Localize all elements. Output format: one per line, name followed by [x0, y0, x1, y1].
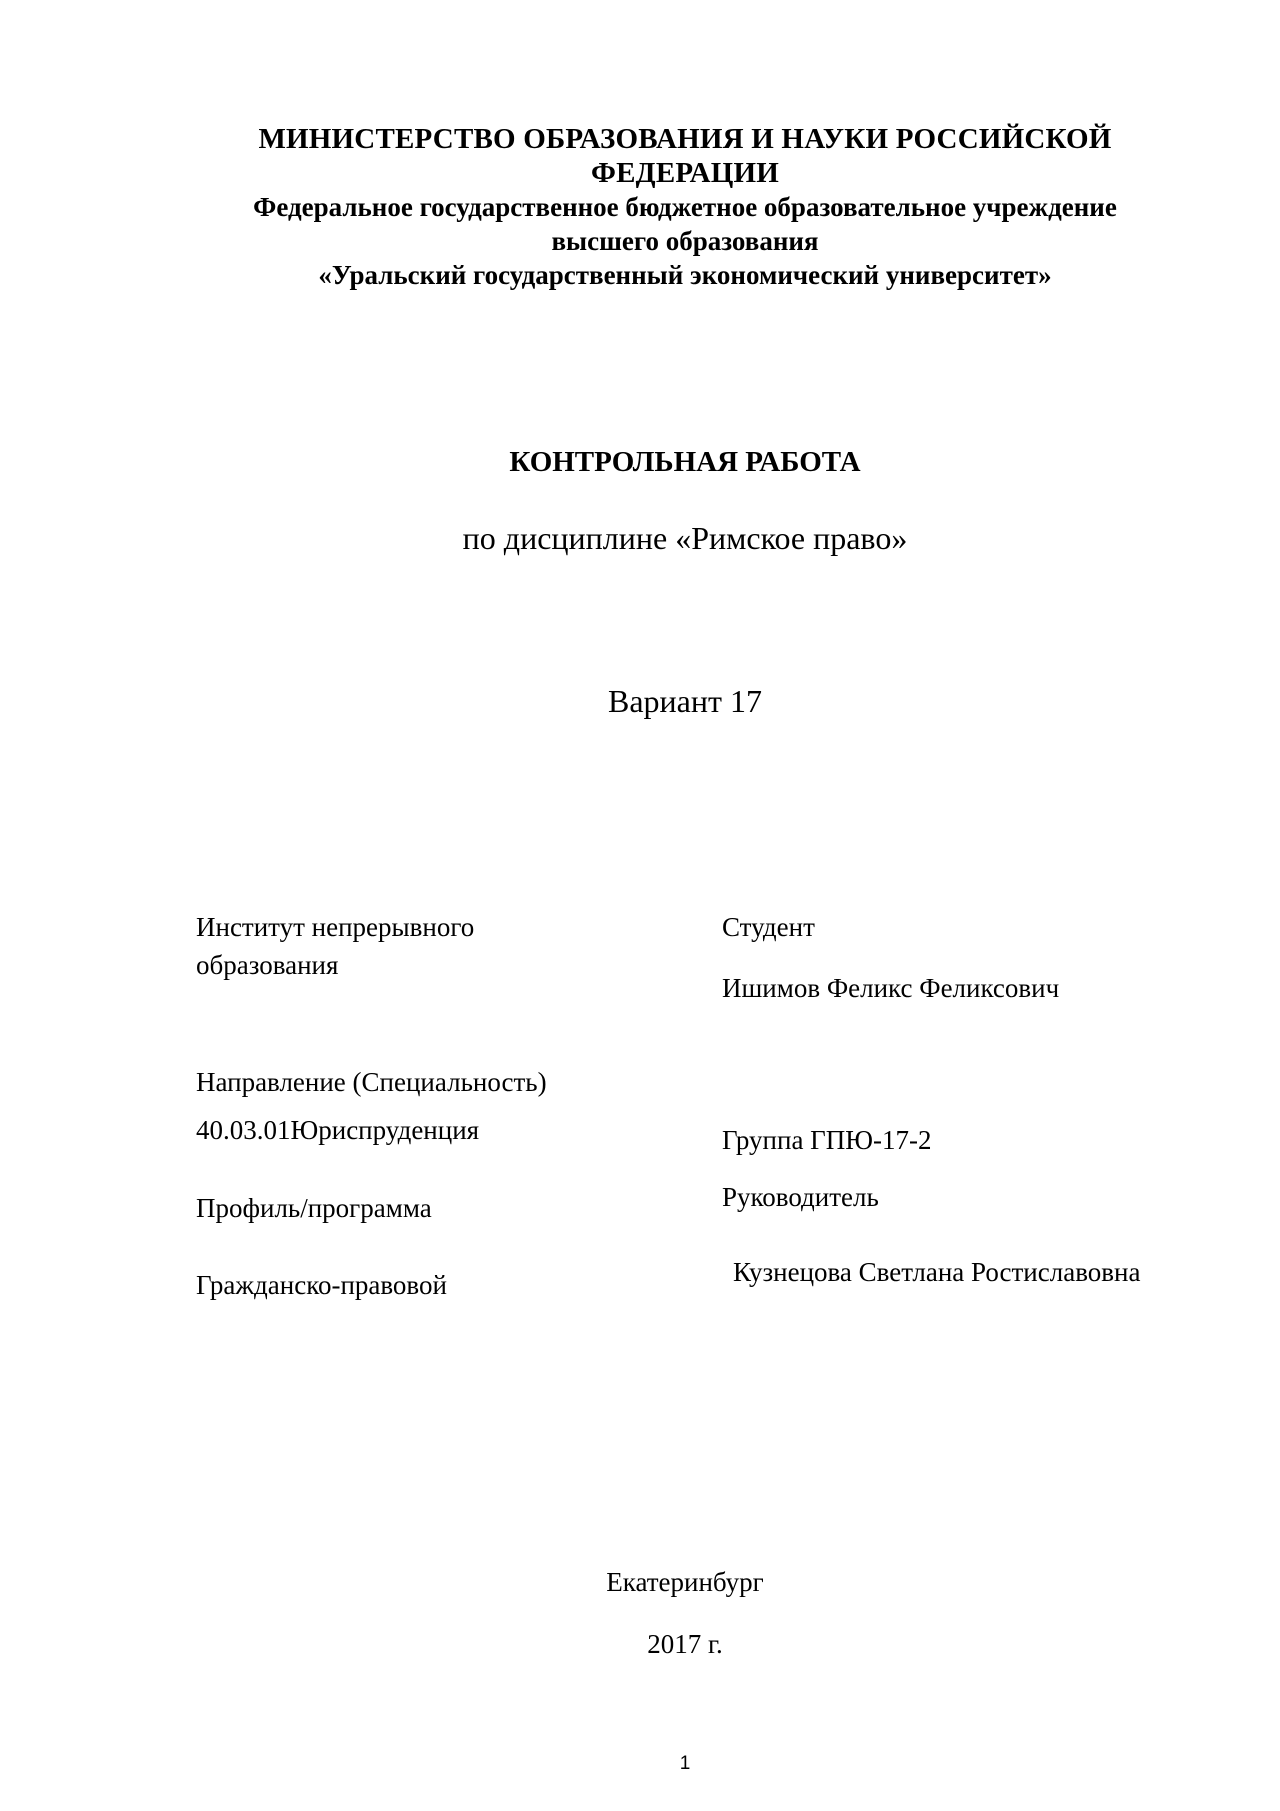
university-name: «Уральский государственный экономический университет» [318, 260, 1052, 290]
subject-line: по дисциплине «Римское право» [462, 520, 908, 556]
city-label: Екатеринбург [606, 1567, 764, 1597]
ministry-line-1: МИНИСТЕРСТВО ОБРАЗОВАНИЯ И НАУКИ РОССИЙСКОЙ [258, 123, 1112, 155]
title-page-header [190, 122, 1180, 292]
institute-line-2: образования [196, 950, 339, 980]
direction-value: 40.03.01Юриспруденция [196, 1115, 480, 1145]
institute-line-1: Институт непрерывного [196, 912, 475, 942]
direction-label: Направление (Специальность) [196, 1067, 547, 1097]
supervisor-name: Кузнецова Светлана Ростиславовна [733, 1257, 1141, 1287]
year-label: 2017 г. [647, 1629, 723, 1659]
variant-label: Вариант 17 [608, 683, 762, 719]
profile-label: Профиль/программа [196, 1193, 432, 1223]
student-name: Ишимов Феликс Феликсович [722, 973, 1060, 1003]
student-label: Студент [722, 912, 815, 942]
page-number: 1 [679, 1753, 691, 1774]
ministry-line-2: ФЕДЕРАЦИИ [591, 157, 779, 189]
group-label: Группа ГПЮ-17-2 [722, 1125, 932, 1155]
institution-line-2: высшего образования [551, 226, 819, 256]
profile-value: Гражданско-правовой [196, 1270, 447, 1300]
institution-line-1: Федеральное государственное бюджетное образовательное учреждение [253, 192, 1117, 222]
document-title: КОНТРОЛЬНАЯ РАБОТА [509, 446, 861, 478]
supervisor-label: Руководитель [722, 1182, 879, 1212]
